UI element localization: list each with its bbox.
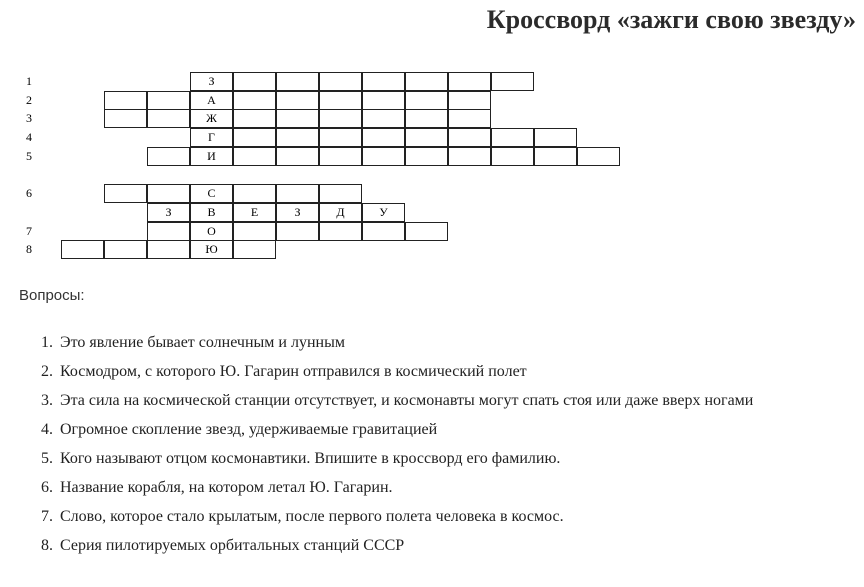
crossword-cell[interactable]: В [190,203,233,222]
crossword-cell[interactable] [276,128,319,147]
question-number: 7. [41,508,53,525]
crossword-cell[interactable] [319,128,362,147]
crossword-cell [147,109,190,128]
row-number: 2 [26,93,32,107]
crossword-cell[interactable] [491,147,534,166]
question-text: Огромное скопление звезд, удерживаемые гравитацией [60,421,438,438]
crossword-cell[interactable] [319,222,362,241]
crossword-cell[interactable] [276,147,319,166]
crossword-cell[interactable] [276,91,319,110]
crossword-cell[interactable] [319,91,362,110]
row-number: 7 [26,224,32,238]
crossword-cell[interactable] [362,109,405,128]
question-text: Название корабля, на котором летал Ю. Гагарин. [60,479,393,496]
crossword-cell[interactable] [104,240,147,259]
crossword-cell[interactable] [104,109,147,128]
crossword-cell [147,128,190,147]
crossword-cell[interactable] [147,240,190,259]
crossword-cell[interactable]: Г [190,128,233,147]
crossword-cell[interactable] [147,91,190,110]
questions-heading: Вопросы: [19,287,85,304]
crossword-cell[interactable]: З [276,203,319,222]
row-number: 8 [26,242,32,256]
crossword-cell[interactable] [405,147,448,166]
row-number: 4 [26,130,32,144]
question-text: Это явление бывает солнечным и лунным [60,334,345,351]
question-number: 2. [41,363,53,380]
crossword-cell[interactable] [534,128,577,147]
crossword-grid [0,0,864,270]
question-text: Кого называют отцом космонавтики. Впишите в кроссворд его фамилию. [60,450,561,467]
crossword-cell[interactable] [362,72,405,91]
crossword-cell[interactable] [147,184,190,203]
crossword-cell[interactable] [276,222,319,241]
question-item [41,534,860,557]
crossword-cell[interactable]: Д [319,203,362,222]
crossword-cell[interactable] [362,222,405,241]
crossword-cell[interactable] [319,147,362,166]
row-number: 5 [26,149,32,163]
crossword-cell[interactable] [491,72,534,91]
crossword-cell[interactable] [233,222,276,241]
question-text: Космодром, с которого Ю. Гагарин отправился в космический полет [60,363,527,380]
crossword-cell [147,147,190,166]
crossword-cell [104,128,147,147]
question-item [41,389,860,412]
question-text: Эта сила на космической станции отсутствует, и космонавты могут спать стоя или даже вверх ногами [60,392,754,409]
question-number: 5. [41,450,53,467]
crossword-cell[interactable] [319,109,362,128]
crossword-cell[interactable] [61,240,104,259]
crossword-cell[interactable] [448,128,491,147]
question-number: 8. [41,537,53,554]
crossword-cell[interactable] [104,184,147,203]
crossword-cell[interactable] [362,128,405,147]
crossword-cell[interactable] [405,222,448,241]
crossword-cell[interactable] [276,184,319,203]
crossword-cell[interactable] [448,72,491,91]
crossword-cell[interactable] [233,91,276,110]
question-item [41,360,860,383]
crossword-cell[interactable] [577,147,620,166]
crossword-cell[interactable]: Ж [190,109,233,128]
row-number: 6 [26,186,32,200]
crossword-cell [147,222,190,241]
page-title: Кроссворд «зажги свою звезду» [486,5,856,34]
question-text: Серия пилотируемых орбитальных станций СССР [60,537,405,554]
crossword-cell[interactable]: У [362,203,405,222]
crossword-cell[interactable]: З [147,203,190,222]
crossword-cell[interactable] [233,147,276,166]
crossword-cell[interactable] [534,147,577,166]
crossword-cell[interactable]: А [190,91,233,110]
question-number: 6. [41,479,53,496]
question-number: 3. [41,392,53,409]
crossword-cell[interactable] [491,128,534,147]
question-item [41,476,860,499]
row-number: 1 [26,74,32,88]
crossword-cell[interactable] [233,72,276,91]
crossword-cell[interactable] [405,109,448,128]
question-text: Слово, которое стало крылатым, после первого полета человека в космос. [60,508,564,525]
crossword-cell[interactable]: Е [233,203,276,222]
row-number: 3 [26,111,32,125]
crossword-cell[interactable]: Ю [190,240,233,259]
crossword-cell[interactable] [276,109,319,128]
crossword-cell[interactable] [233,184,276,203]
question-item [41,331,860,354]
question-number: 4. [41,421,53,438]
crossword-cell[interactable] [276,72,319,91]
question-item [41,418,860,441]
crossword-cell[interactable] [448,109,491,128]
crossword-cell[interactable] [233,109,276,128]
crossword-cell[interactable] [405,128,448,147]
questions-list [41,331,860,563]
crossword-cell[interactable] [362,91,405,110]
question-number: 1. [41,334,53,351]
crossword-cell[interactable] [405,91,448,110]
crossword-cell[interactable] [448,147,491,166]
crossword-cell[interactable] [405,72,448,91]
crossword-cell[interactable]: З [190,72,233,91]
crossword-cell[interactable] [104,91,147,110]
crossword-cell[interactable] [233,128,276,147]
question-item [41,505,860,528]
crossword-cell [233,240,276,259]
question-item [41,447,860,470]
crossword-cell [319,184,362,203]
crossword-cell[interactable]: И [190,147,233,166]
crossword-cell[interactable] [319,72,362,91]
crossword-cell[interactable] [362,147,405,166]
crossword-cell[interactable]: О [190,222,233,241]
crossword-cell[interactable]: С [190,184,233,203]
crossword-cell[interactable] [448,91,491,110]
